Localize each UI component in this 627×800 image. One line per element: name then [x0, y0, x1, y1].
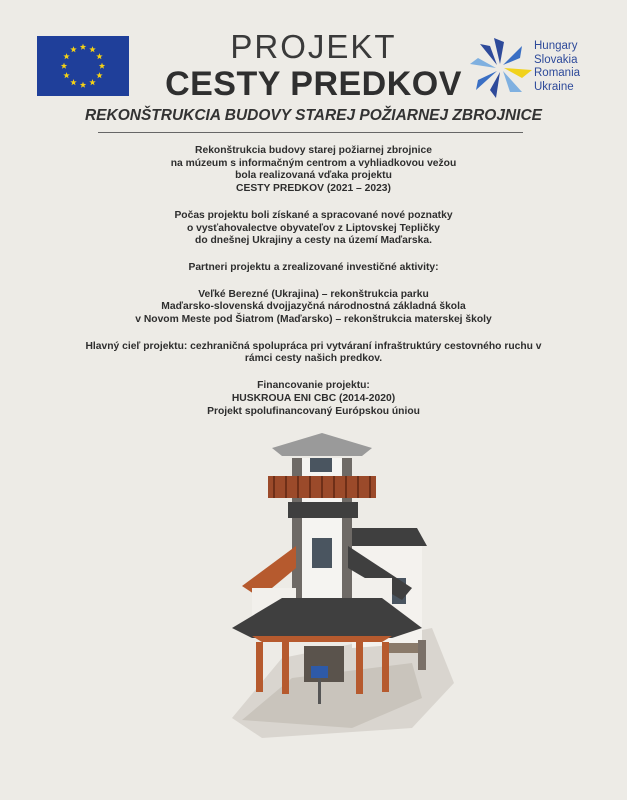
country-ukraine: Ukraine: [534, 80, 574, 93]
intro-paragraph: Rekonštrukcia budovy starej požiarnej zbrojnice na múzeum s informačným centrom a vyhliadkovou vežou bola realizovaná vďaka projektu CESTY PREDKOV (2021 – 2023): [170, 145, 457, 195]
divider: [98, 132, 523, 133]
fire-station-building-image: [222, 428, 454, 738]
page-title-line2: CESTY PREDKOV: [165, 65, 462, 103]
country-slovakia: Slovakia: [534, 53, 578, 66]
partners-list: Veľké Berezné (Ukrajina) – rekonštrukcia parku Maďarsko-slovenská dvojjazyčná národnostná základná škola v Novom Meste pod Šiatrom (Maďarsko) – rekonštrukcia materskej školy: [135, 288, 492, 326]
knowledge-paragraph: Počas projektu boli získané a spracované nové poznatky o vysťahovalectve obyvateľov z Liptovskej Tepličky do dnešnej Ukrajiny a cesty na území Maďarska.: [174, 209, 453, 247]
partners-heading: Partneri projektu a zrealizované investičné aktivity:: [188, 261, 439, 273]
programme-star-icon: [470, 36, 534, 106]
page-title-line1: PROJEKT: [230, 28, 397, 65]
country-romania: Romania: [534, 67, 581, 79]
programme-logo: [470, 36, 600, 106]
funding-paragraph: Financovanie projektu: HUSKROUA ENI CBC (2014-2020) Projekt spolufinancovaný Európskou úniou: [207, 380, 420, 417]
country-hungary: Hungary: [534, 40, 578, 52]
page-subtitle: REKONŠTRUKCIA BUDOVY STAREJ POŽIARNEJ ZBROJNICE: [84, 107, 542, 124]
programme-country-list: [534, 40, 580, 94]
goal-paragraph: Hlavný cieľ projektu: cezhraničná spolupráca pri vytváraní infraštruktúry cestovného ruchu v rámci cesty našich predkov.: [85, 340, 542, 365]
body-text: [20, 145, 607, 432]
